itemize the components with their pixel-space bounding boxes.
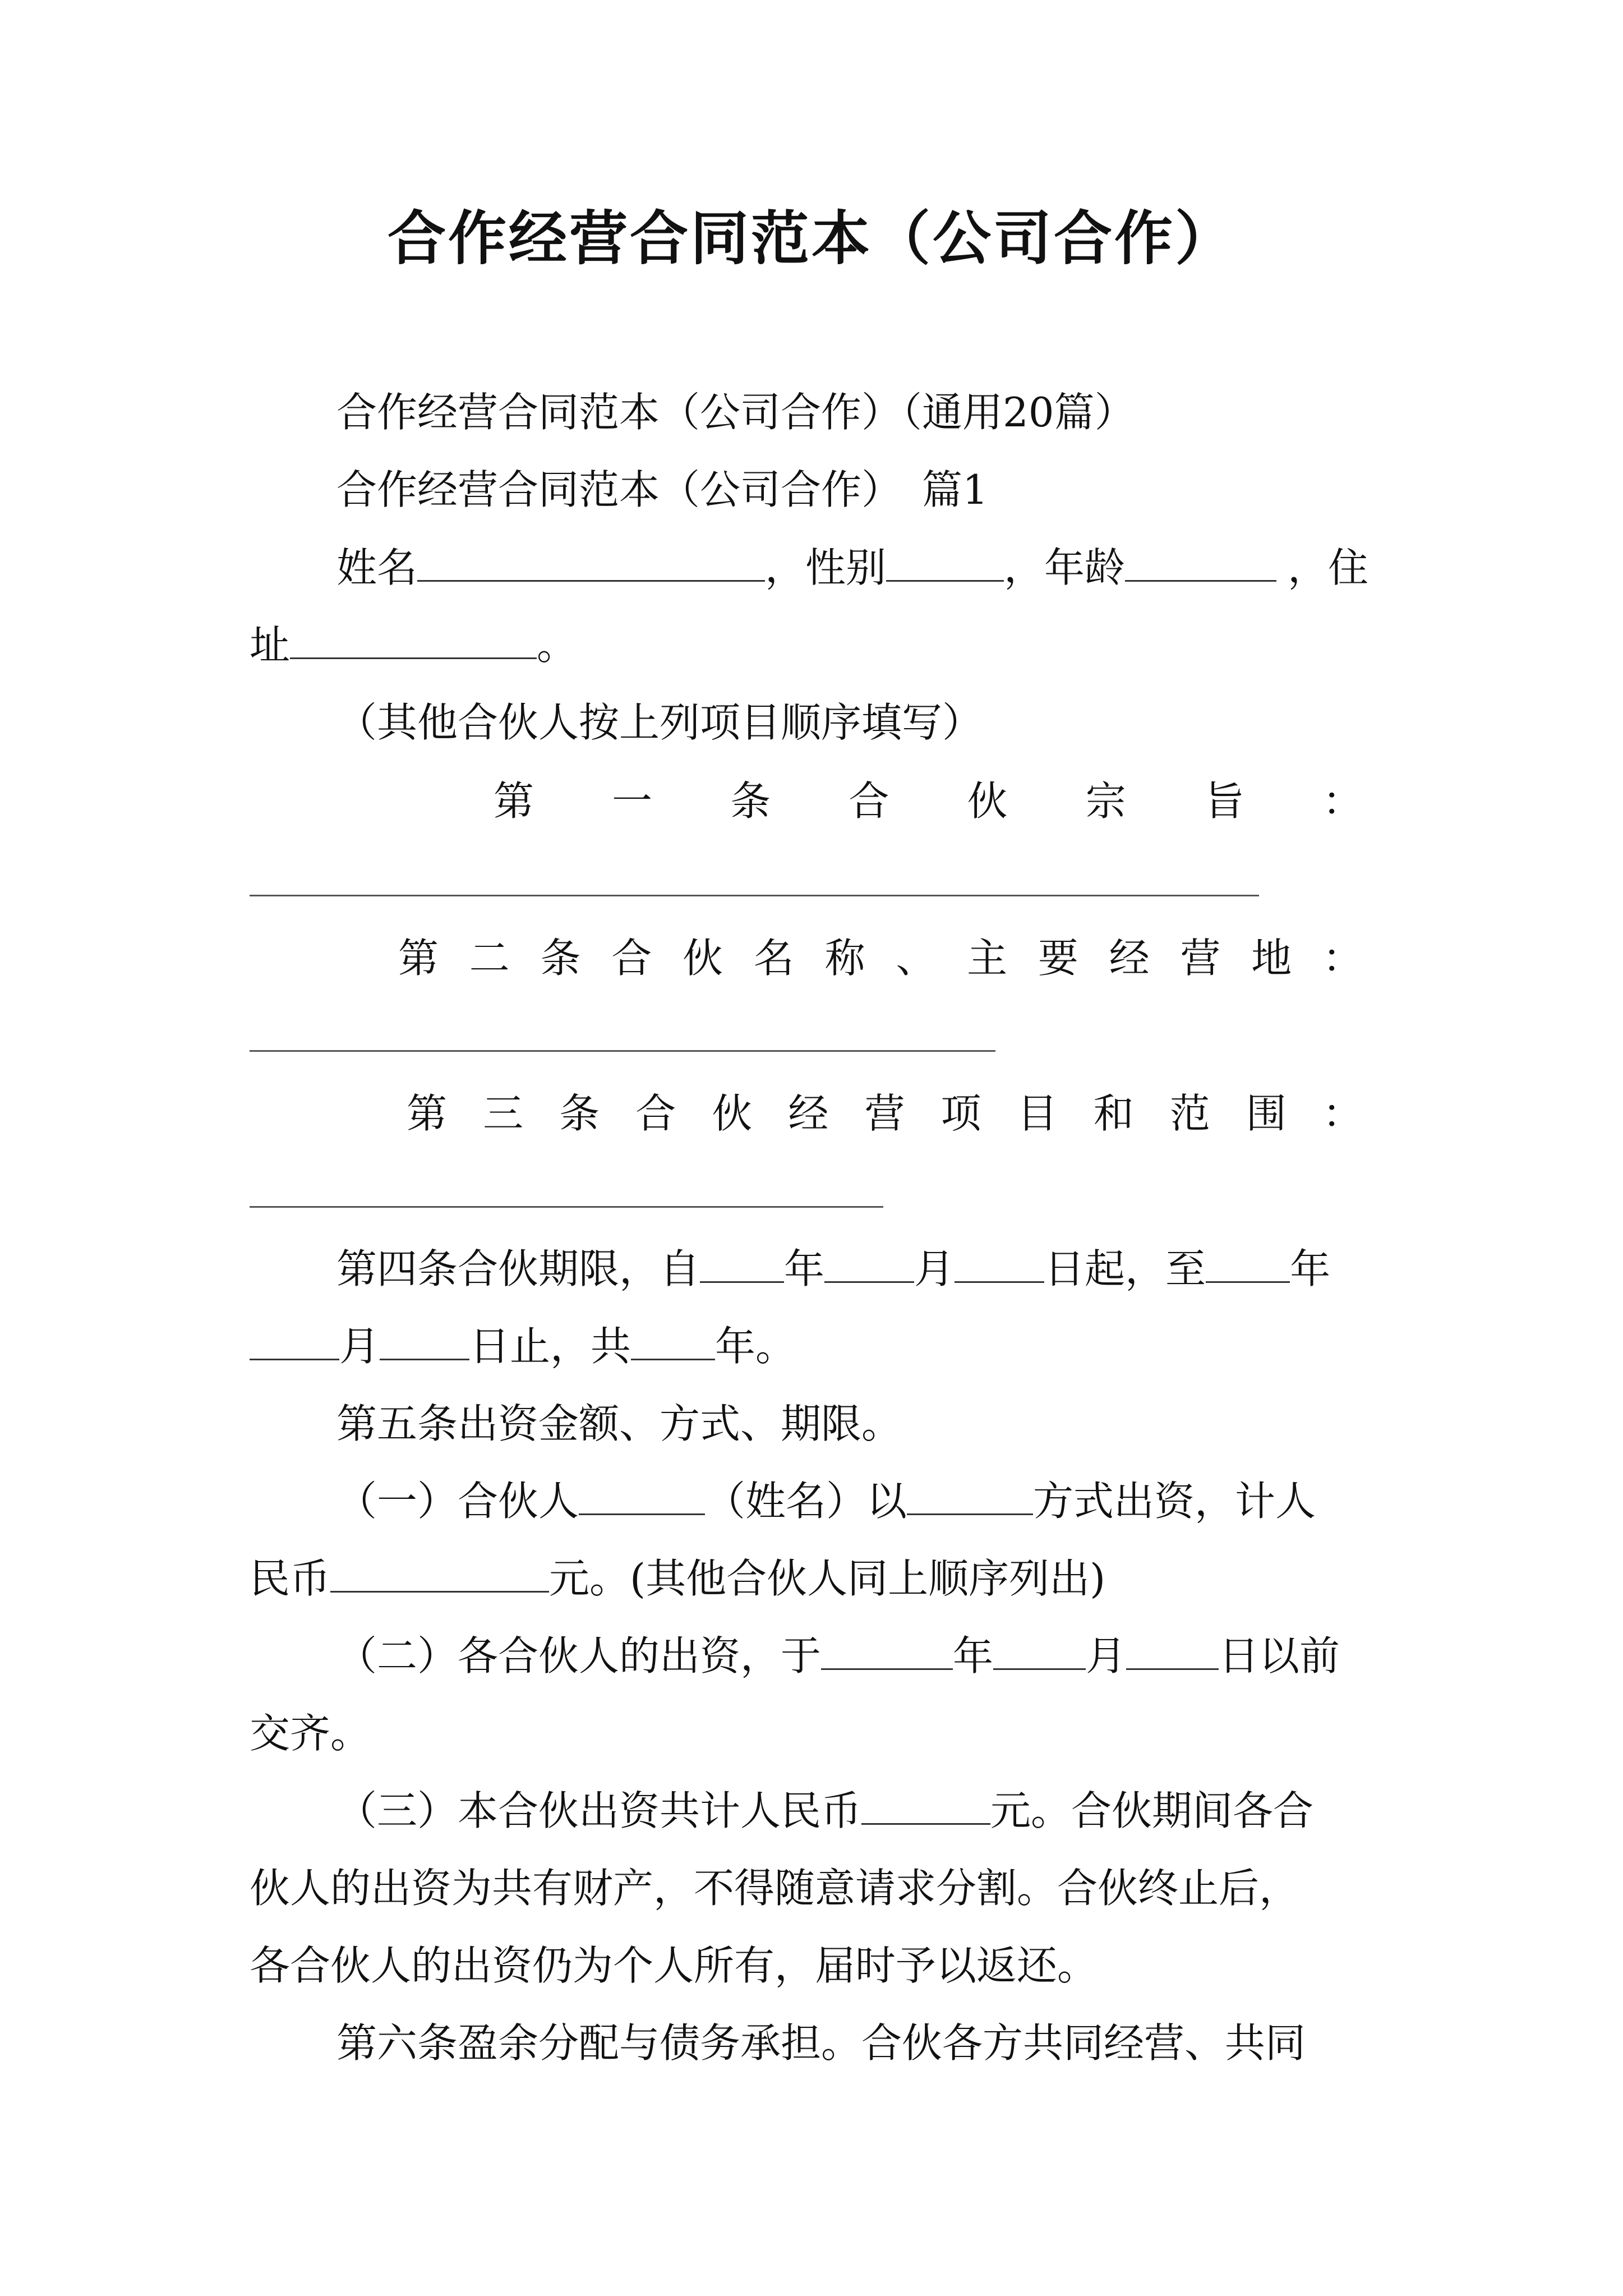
item-2-text: 日以前: [1219, 1632, 1340, 1680]
article-2-char: 要: [1038, 935, 1078, 982]
article-4-line-1: [336, 1241, 1330, 1297]
item-3-text: （三）本合伙出资共计人民币: [336, 1787, 862, 1834]
article-3-char: 项: [940, 1090, 981, 1137]
article-2-char: 地: [1251, 935, 1292, 982]
article-1-char: 一: [612, 777, 653, 825]
article-3-char: 围: [1246, 1090, 1287, 1137]
article-3-char: 和: [1093, 1090, 1134, 1137]
deadline-month-blank: [993, 1628, 1086, 1670]
article-3-char: 第: [407, 1090, 448, 1137]
article-2-char: 合: [611, 935, 652, 982]
article-3-heading: [407, 1085, 1363, 1142]
item-2-line-2: 交齐。: [250, 1710, 371, 1757]
article-2-char: ：: [1322, 935, 1363, 982]
article-2-char: 主: [967, 935, 1008, 982]
contribution-method-blank: [907, 1473, 1033, 1515]
article-2-char: 经: [1109, 935, 1150, 982]
fill-note: （其他合伙人按上列项目顺序填写）: [336, 699, 983, 746]
end-day-blank: [380, 1318, 469, 1360]
deadline-year-blank: [821, 1628, 953, 1670]
article-3-char: 经: [788, 1090, 829, 1137]
end-month-blank: [250, 1318, 339, 1360]
article-2-char: 营: [1180, 935, 1221, 982]
article-3-char: 范: [1169, 1090, 1210, 1137]
article-2-char: 称: [824, 935, 865, 982]
contribution-amount-blank: [330, 1550, 549, 1593]
article-1-char: 第: [494, 777, 534, 825]
article-3-char: 营: [864, 1090, 905, 1137]
article-2-char: 第: [398, 935, 439, 982]
item-3-line-1: [336, 1783, 1313, 1839]
article-1-char: ：: [1322, 777, 1363, 825]
item-1-text: 民币: [250, 1555, 331, 1602]
item-1-line-1: [336, 1473, 1316, 1529]
article-2-char: 伙: [683, 935, 723, 982]
age-blank: [1125, 540, 1276, 582]
start-month-blank: [824, 1241, 914, 1283]
article-3-char: 三: [483, 1090, 524, 1137]
item-1-text: （一）合伙人: [336, 1478, 579, 1525]
total-contribution-blank: [861, 1783, 990, 1825]
article-3-char: 合: [635, 1090, 676, 1137]
address-label-end: 址: [250, 622, 291, 669]
article-1-char: 条: [730, 777, 771, 825]
article-2-char: 、: [896, 935, 937, 982]
article-2-char: 条: [540, 935, 581, 982]
name-label: 姓名: [336, 544, 418, 591]
start-day-blank: [955, 1241, 1044, 1283]
item-2-text: 月: [1086, 1632, 1127, 1680]
article-2-blank-line: [250, 1050, 995, 1052]
item-3-line-3: 各合伙人的出资仍为个人所有，届时予以返还。: [250, 1942, 1098, 1989]
article-1-char: 伙: [967, 777, 1008, 825]
item-2-line-1: [336, 1628, 1340, 1684]
article-2-char: 二: [469, 935, 510, 982]
article-1-char: 旨: [1204, 777, 1244, 825]
item-1-text: 方式出资，计人: [1033, 1478, 1316, 1525]
item-1-line-2: [250, 1550, 1105, 1607]
article-4-text: 日起，至: [1044, 1245, 1206, 1292]
item-3-text: 元。合伙期间各合: [990, 1787, 1314, 1834]
article-1-char: 合: [849, 777, 889, 825]
gender-label: ，性别: [765, 544, 887, 591]
article-3-blank-line: [250, 1206, 883, 1208]
article-1-heading: [494, 773, 1363, 829]
article-1-blank-line: [250, 895, 1259, 896]
address-label-start: ，住: [1288, 544, 1369, 591]
article-3-char: 目: [1017, 1090, 1058, 1137]
article-5-heading: 第五条出资金额、方式、期限。: [336, 1400, 902, 1447]
total-years-blank: [631, 1318, 715, 1360]
age-label: ，年龄: [1004, 544, 1126, 591]
article-4-text: 日止，共: [469, 1323, 631, 1370]
item-1-text: 元。(其他合伙人同上顺序列出): [549, 1555, 1106, 1602]
address-period: 。: [537, 622, 578, 669]
deadline-day-blank: [1126, 1628, 1219, 1670]
document-title: 合作经营合同范本（公司合作）: [387, 204, 1235, 273]
article-4-text: 月: [914, 1245, 955, 1292]
article-4-line-2: [250, 1318, 796, 1374]
article-4-text: 年: [784, 1245, 825, 1292]
article-4-text: 月: [339, 1323, 380, 1370]
article-3-char: ：: [1322, 1090, 1363, 1137]
name-field-line: [336, 540, 1391, 596]
article-4-text: 年: [1290, 1245, 1331, 1292]
item-2-text: （二）各合伙人的出资，于: [336, 1632, 822, 1680]
partner-name-blank: [579, 1473, 705, 1515]
article-4-text: 年。: [715, 1323, 796, 1370]
end-year-blank: [1206, 1241, 1290, 1283]
article-2-char: 名: [753, 935, 794, 982]
section-heading: 合作经营合同范本（公司合作） 篇1: [336, 466, 988, 513]
article-6-line-1: 第六条盈余分配与债务承担。合伙各方共同经营、共同: [336, 2019, 1306, 2067]
article-2-heading: [398, 930, 1363, 986]
item-3-line-2: 伙人的出资为共有财产，不得随意请求分割。合伙终止后，: [250, 1865, 1300, 1912]
article-3-char: 伙: [712, 1090, 753, 1137]
address-field-line: [250, 617, 577, 673]
article-1-char: 宗: [1085, 777, 1126, 825]
gender-blank: [886, 540, 1004, 582]
item-1-text: （姓名）以: [705, 1478, 907, 1525]
address-blank: [290, 617, 537, 659]
article-3-char: 条: [559, 1090, 600, 1137]
name-blank: [417, 540, 765, 582]
document-subtitle: 合作经营合同范本（公司合作）（通用20篇）: [336, 389, 1135, 436]
start-year-blank: [700, 1241, 784, 1283]
article-4-text: 第四条合伙期限，自: [336, 1245, 700, 1292]
item-2-text: 年: [953, 1632, 994, 1680]
